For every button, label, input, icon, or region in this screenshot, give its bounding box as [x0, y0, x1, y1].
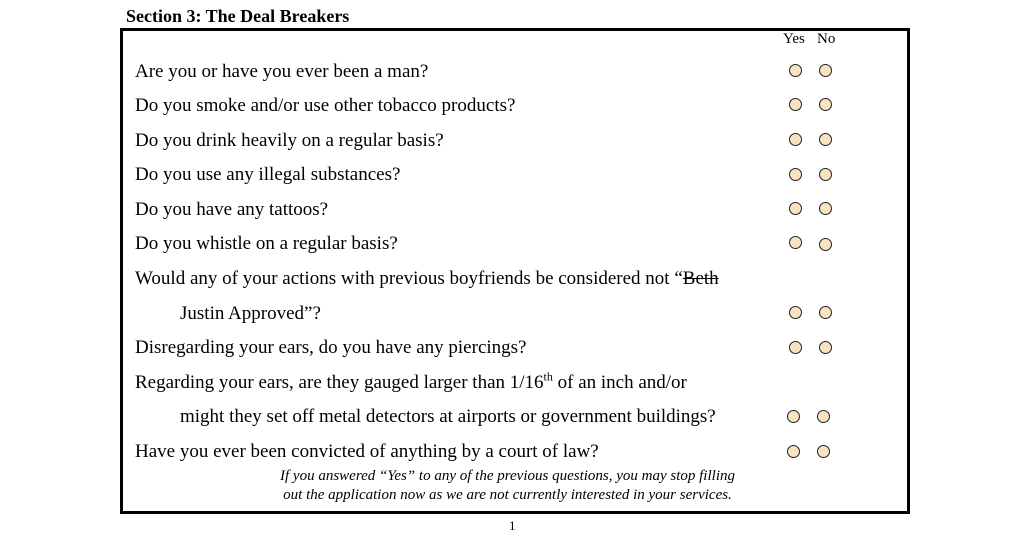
- question-text: Do you use any illegal substances?: [135, 164, 401, 185]
- q6-no-radio[interactable]: [819, 238, 832, 251]
- q2-yes-radio[interactable]: [789, 98, 802, 111]
- question-text: Have you ever been convicted of anything by a court of law?: [135, 441, 599, 462]
- question-text: Do you have any tattoos?: [135, 199, 329, 220]
- q7-yes-radio[interactable]: [789, 306, 802, 319]
- stop-note-text: If you answered “Yes” to any of the previous questions, you may stop filling: [280, 468, 735, 484]
- q1-no-radio[interactable]: [819, 64, 832, 77]
- yes-column-header: Yes: [783, 31, 805, 47]
- struck-word: Beth: [682, 268, 719, 289]
- question-text-prefix: Would any of your actions with previous boyfriends be considered not “: [135, 268, 683, 289]
- question-text-suffix: of an inch and/or: [552, 372, 687, 393]
- q8-no-radio[interactable]: [819, 341, 832, 354]
- question-text-line2: Justin Approved”?: [180, 303, 321, 324]
- question-text-line1: [135, 369, 687, 394]
- ordinal-superscript: th: [543, 369, 553, 384]
- q4-no-radio[interactable]: [819, 168, 832, 181]
- question-text-line1: [135, 268, 719, 290]
- q5-yes-radio[interactable]: [789, 202, 802, 215]
- question-text: Do you whistle on a regular basis?: [135, 233, 398, 254]
- q7-no-radio[interactable]: [819, 306, 832, 319]
- stop-note-line1: [0, 467, 1015, 486]
- q10-no-radio[interactable]: [817, 445, 830, 458]
- q3-no-radio[interactable]: [819, 133, 832, 146]
- q10-yes-radio[interactable]: [787, 445, 800, 458]
- question-text-line2: might they set off metal detectors at airports or government buildings?: [180, 406, 716, 427]
- q3-yes-radio[interactable]: [789, 133, 802, 146]
- question-text: Are you or have you ever been a man?: [135, 61, 429, 82]
- q5-no-radio[interactable]: [819, 202, 832, 215]
- page-number: 1: [509, 518, 516, 533]
- no-column-header: No: [817, 31, 836, 47]
- section-title: Section 3: The Deal Breakers: [126, 6, 350, 26]
- q1-yes-radio[interactable]: [789, 64, 802, 77]
- q9-yes-radio[interactable]: [787, 410, 800, 423]
- q6-yes-radio[interactable]: [789, 236, 802, 249]
- question-text-prefix: Regarding your ears, are they gauged larger than 1/16: [135, 372, 544, 393]
- question-text: Disregarding your ears, do you have any piercings?: [135, 337, 527, 358]
- question-text: Do you drink heavily on a regular basis?: [135, 130, 444, 151]
- q8-yes-radio[interactable]: [789, 341, 802, 354]
- stop-note-line2: [0, 486, 1015, 505]
- stop-note-text: out the application now as we are not currently interested in your services.: [283, 487, 732, 503]
- q4-yes-radio[interactable]: [789, 168, 802, 181]
- question-text: Do you smoke and/or use other tobacco products?: [135, 95, 516, 116]
- q2-no-radio[interactable]: [819, 98, 832, 111]
- q9-no-radio[interactable]: [817, 410, 830, 423]
